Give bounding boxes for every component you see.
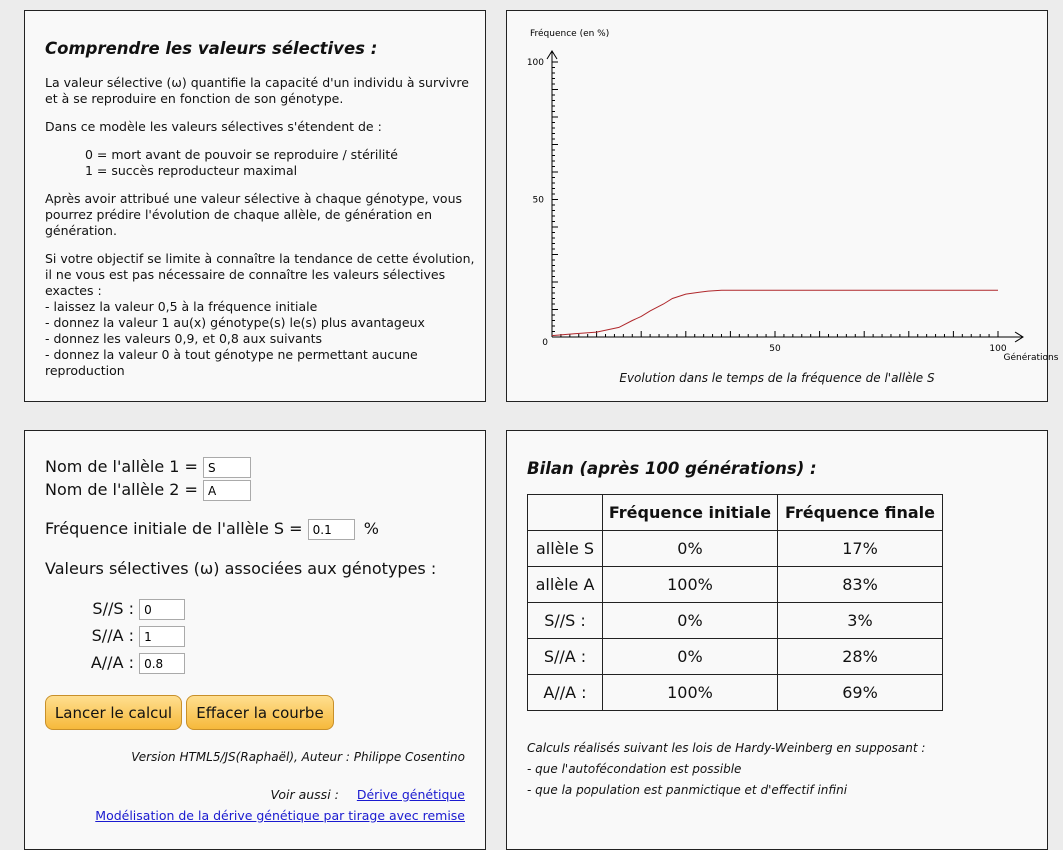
allele2-label: Nom de l'allèle 2 = [45,480,198,499]
range-list [45,147,475,179]
final-value: 28% [778,639,943,675]
initial-value: 0% [603,531,778,567]
hardy-weinberg-notes [527,738,925,801]
allele1-label: Nom de l'allèle 1 = [45,457,198,476]
tip-item: - donnez la valeur 1 au(x) génotype(s) le(s) plus avantageux [45,315,425,330]
drift-model-link[interactable]: Modélisation de la dérive génétique par tirage avec remise [95,808,465,823]
table-header-cell: Fréquence finale [778,495,943,531]
y-axis-label: Fréquence (en %) [530,29,610,39]
series-line-allele-s [552,290,998,335]
intro-text [45,75,475,379]
table-row [528,639,943,675]
table-row [528,531,943,567]
table-row [528,567,943,603]
tip-item: - donnez les valeurs 0,9, et 0,8 aux suivants [45,331,323,346]
clear-curve-button[interactable]: Effacer la courbe [186,695,334,730]
chart-panel [506,10,1059,402]
genotype-row-sa [81,626,185,647]
final-value: 3% [778,603,943,639]
final-value: 83% [778,567,943,603]
table-header-cell: Fréquence initiale [603,495,778,531]
fitness-input-ss[interactable] [139,599,185,620]
row-label: A//A : [528,675,603,711]
table-row [528,603,943,639]
fitness-input-aa[interactable] [139,653,185,674]
allele2-input[interactable] [203,480,251,501]
chart-caption: Evolution dans le temps de la fréquence de l'allèle S [619,371,935,385]
table-row [528,675,943,711]
intro-paragraph: La valeur sélective (ω) quantifie la capacité d'un individu à survivre et à se reproduire en fonction de son génotype. [45,75,469,106]
freq-input[interactable] [308,519,355,540]
intro-paragraph: Dans ce modèle les valeurs sélectives s'étendent de : [45,119,382,134]
table-header-cell [528,495,603,531]
initial-value: 0% [603,639,778,675]
initial-value: 0% [603,603,778,639]
genotype-row-ss [81,599,185,620]
tip-item: - donnez la valeur 0 à tout génotype ne permettant aucune reproduction [45,347,418,378]
table-header-row [528,495,943,531]
row-label: S//S : [528,603,603,639]
x-axis-label: Générations [1003,353,1059,363]
genotype-label: S//A : [91,626,134,645]
note-line: - que la population est panmictique et d'effectif infini [527,783,848,797]
y-tick-label: 50 [532,195,544,206]
bilan-title: Bilan (après 100 générations) : [527,459,817,478]
form-panel [24,430,486,850]
x-tick-label: 100 [989,344,1007,354]
fitness-input-sa[interactable] [139,626,185,647]
final-value: 69% [778,675,943,711]
row-label: allèle S [528,531,603,567]
initial-value: 100% [603,675,778,711]
allele1-row [45,457,251,478]
genotype-row-aa [81,653,185,674]
tips-list [45,299,475,379]
freq-unit: % [363,519,379,538]
intro-paragraph: Si votre objectif se limite à connaître la tendance de cette évolution, il ne vous est pas nécessaire de connaître les valeurs sélectives exactes : [45,251,475,298]
final-value: 17% [778,531,943,567]
x-tick-label: 0 [542,338,548,348]
row-label: allèle A [528,567,603,603]
intro-panel [24,10,486,402]
bilan-panel [506,430,1048,850]
tip-item: - laissez la valeur 0,5 à la fréquence initiale [45,299,318,314]
results-table [527,494,943,711]
note-line: Calculs réalisés suivant les lois de Hardy-Weinberg en supposant : [527,741,926,755]
genotype-label: S//S : [92,599,134,618]
genotype-label: A//A : [90,653,134,672]
range-1: 1 = succès reproducteur maximal [85,163,298,178]
see-also-label: Voir aussi : [270,787,339,802]
intro-title: Comprendre les valeurs sélectives : [45,39,378,58]
allele1-input[interactable] [203,457,251,478]
freq-row [45,519,379,540]
author-credit: Version HTML5/JS(Raphaël), Auteur : Philippe Cosentino [131,750,465,764]
initial-value: 100% [603,567,778,603]
intro-paragraph: Après avoir attribué une valeur sélective à chaque génotype, vous pourrez prédire l'évolution de chaque allèle, de génération en génération. [45,191,463,238]
see-also [271,787,465,802]
x-tick-label: 50 [769,344,781,354]
freq-label: Fréquence initiale de l'allèle S = [45,519,303,538]
range-0: 0 = mort avant de pouvoir se reproduire / stérilité [85,147,398,162]
genetic-drift-link[interactable]: Dérive génétique [356,787,465,802]
allele2-row [45,480,251,501]
note-line: - que l'autofécondation est possible [527,762,742,776]
row-label: S//A : [528,639,603,675]
compute-button[interactable]: Lancer le calcul [45,695,182,730]
y-tick-label: 100 [526,58,544,68]
frequency-chart [507,11,1059,401]
fitness-heading: Valeurs sélectives (ω) associées aux génotypes : [45,559,437,578]
